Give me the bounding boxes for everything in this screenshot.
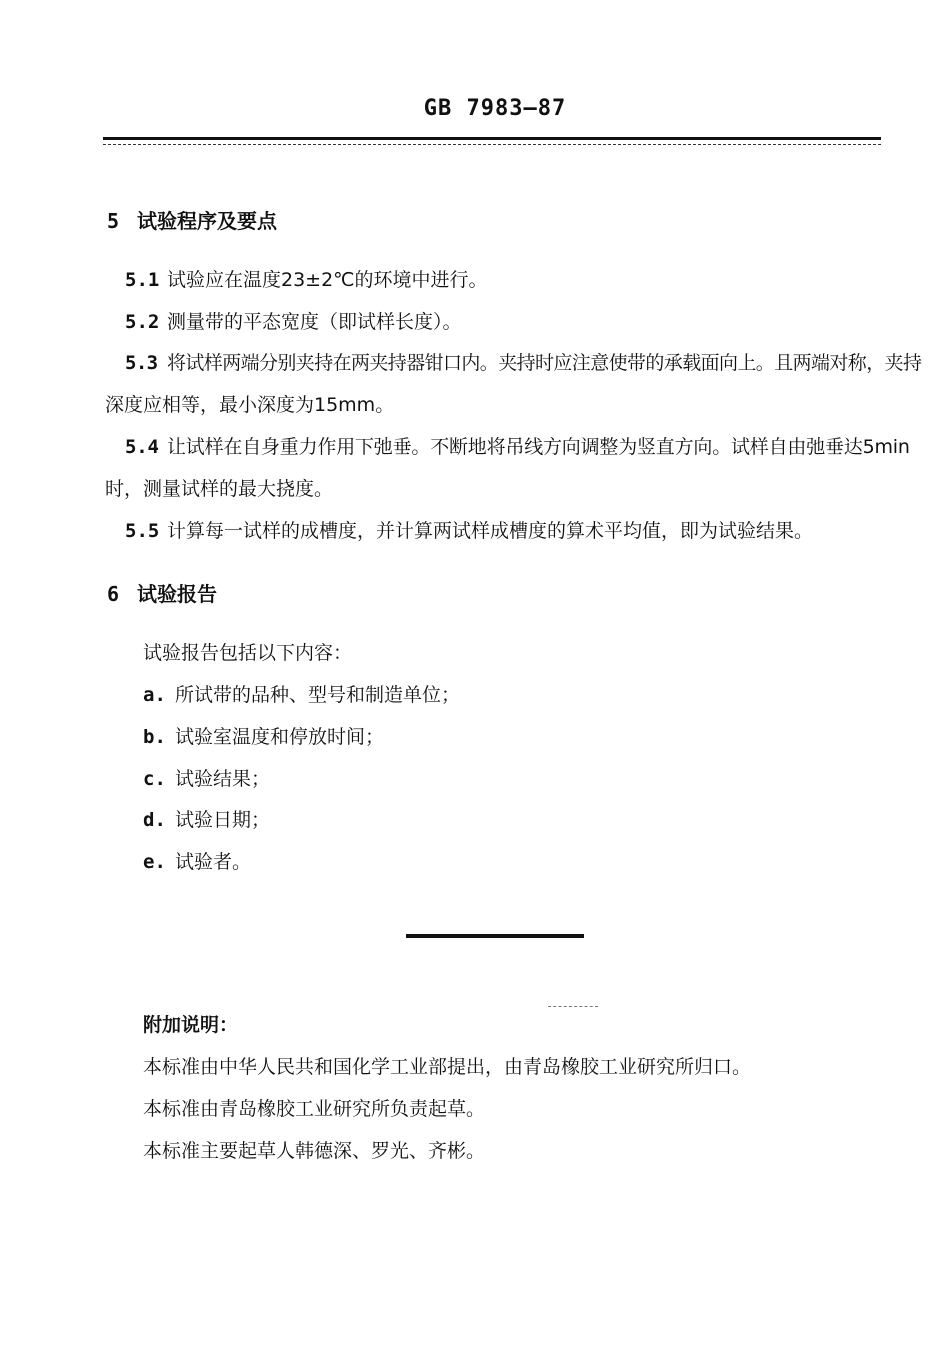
clause-number: 5.1 <box>125 269 160 291</box>
notes-line-1: 本标准由中华人民共和国化学工业部提出，由青岛橡胶工业研究所归口。 <box>143 1056 752 1078</box>
report-item-c <box>143 764 270 791</box>
scan-mark <box>548 1006 598 1008</box>
clause-5-3-line-2: 深度应相等，最小深度为15mm。 <box>105 394 395 416</box>
clause-text: 让试样在自身重力作用下弛垂。不断地将吊线方向调整为竖直方向。试样自由弛垂达5min <box>167 436 910 458</box>
clause-5-1 <box>125 265 488 292</box>
clause-number: 5.5 <box>125 520 160 542</box>
notes-title: 附加说明： <box>143 1014 239 1036</box>
clause-text: 测量带的平态宽度（即试样长度）。 <box>167 311 462 333</box>
section-5-number: 5 <box>107 209 120 233</box>
clause-number: 5.4 <box>125 436 159 458</box>
item-text: 试验室温度和停放时间； <box>175 726 385 748</box>
clause-5-3-line-1 <box>125 348 921 375</box>
item-text: 试验结果； <box>175 768 271 790</box>
clause-text: 计算每一试样的成槽度，并计算两试样成槽度的算术平均值，即为试验结果。 <box>167 520 814 542</box>
clause-text: 将试样两端分别夹持在两夹持器钳口内。夹持时应注意使带的承载面向上。且两端对称，夹持 <box>167 352 922 374</box>
clause-5-5 <box>125 516 813 543</box>
header-rule-thick <box>103 137 881 140</box>
notes-line-3: 本标准主要起草人韩德深、罗光、齐彬。 <box>143 1140 486 1162</box>
item-letter: d. <box>143 809 166 831</box>
item-text: 试验日期； <box>175 809 271 831</box>
report-item-b <box>143 722 384 749</box>
report-item-d <box>143 805 270 832</box>
clause-number: 5.2 <box>125 311 160 333</box>
item-letter: a. <box>143 684 166 706</box>
section-5-heading <box>107 205 277 234</box>
item-text: 试验者。 <box>175 851 252 873</box>
header-rule-thin <box>103 144 881 146</box>
standard-code-header: GB 7983—87 <box>423 96 567 121</box>
clause-5-2 <box>125 307 462 334</box>
item-letter: b. <box>143 726 166 748</box>
section-6-number: 6 <box>107 582 120 606</box>
item-letter: c. <box>143 768 166 790</box>
section-6-title: 试验报告 <box>137 582 217 606</box>
report-item-a <box>143 680 460 707</box>
item-letter: e. <box>143 851 166 873</box>
end-of-standard-rule <box>406 934 584 938</box>
notes-line-2: 本标准由青岛橡胶工业研究所负责起草。 <box>143 1098 486 1120</box>
clause-text: 试验应在温度23±2℃的环境中进行。 <box>167 269 488 291</box>
item-text: 所试带的品种、型号和制造单位； <box>175 684 461 706</box>
report-item-e <box>143 847 251 874</box>
section-6-heading <box>107 578 217 607</box>
clause-number: 5.3 <box>125 352 158 374</box>
report-intro: 试验报告包括以下内容： <box>143 642 353 664</box>
clause-5-4-line-2: 时，测量试样的最大挠度。 <box>105 478 334 500</box>
clause-5-4-line-1 <box>125 432 910 459</box>
section-5-title: 试验程序及要点 <box>137 209 277 233</box>
